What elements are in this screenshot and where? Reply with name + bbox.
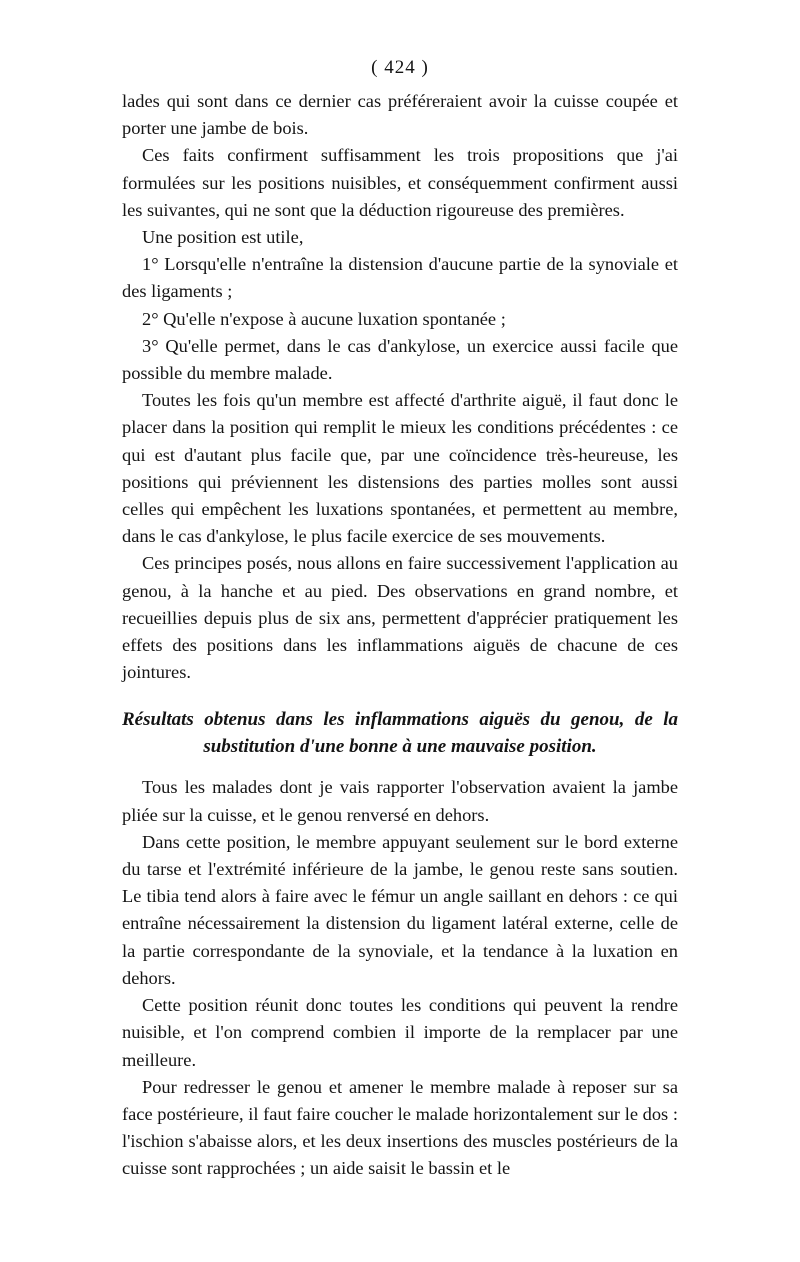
paragraph: Cette position réunit donc toutes les conditions qui peuvent la rendre nuisible, et l'on comprend combien il importe de la remplacer par une meilleure. [122,995,678,1070]
section-heading-line-1: Résultats obtenus dans les inflammations aiguës du genou, de la [122,709,678,731]
paragraph: Ces principes posés, nous allons en faire successivement l'application au genou, à la hanche et au pied. Des observations en grand nombre, et recueillies depuis plus de six ans, permettent d'apprécier pratiquement les effets des positions dans les inflammations aiguës de chacune de ces jointures. [122,553,678,683]
paragraph: Une position est utile, [142,227,304,248]
paragraph: Pour redresser le genou et amener le membre malade à reposer sur sa face postérieure, il faut faire coucher le malade horizontalement sur le dos : l'ischion s'abaisse alors, et les deux insertions des muscles postérieurs de la cuisse sont rapprochées ; un aide saisit le bassin et le [122,1076,678,1179]
paragraph: Dans cette position, le membre appuyant seulement sur le bord externe du tarse et l'extrémité inférieure de la jambe, le genou reste sans soutien. Le tibia tend alors à faire avec le fémur un angle saillant en dehors : ce qui entraîne nécessairement la distension du ligament latéral externe, celle de la partie correspondante de la synoviale, et la tendance à la luxation en dehors. [122,831,678,988]
list-item: 1° Lorsqu'elle n'entraîne la distension d'aucune partie de la synoviale et des ligaments ; [122,254,678,302]
book-page [122,56,678,1183]
list-item: 3° Qu'elle permet, dans le cas d'ankylose, un exercice aussi facile que possible du membre malade. [122,335,678,384]
section-heading-line-2: substitution d'une bonne à une mauvaise position. [203,736,597,758]
paragraph: Toutes les fois qu'un membre est affecté d'arthrite aiguë, il faut donc le placer dans la position qui remplit le mieux les conditions précédentes : ce qui est d'autant plus facile que, par une coïncidence très-heureuse, les positions qui préviennent les distensions des parties molles sont aussi celles qui empêchent les luxations spontanées, et permettent au membre, dans le cas d'ankylose, le plus facile exercice de ses mouvements. [122,390,678,547]
page-number: ( 424 ) [371,57,429,78]
paragraph: Ces faits confirment suffisamment les trois propositions que j'ai formulées sur les positions nuisibles, et conséquemment confirment aussi les suivantes, qui ne sont que la déduction rigoureuse des premières. [122,145,678,220]
paragraph-continuation: lades qui sont dans ce dernier cas préféreraient avoir la cuisse coupée et porter une jambe de bois. [122,91,678,139]
section-heading [122,706,678,760]
list-item: 2° Qu'elle n'expose à aucune luxation spontanée ; [142,308,506,329]
paragraph: Tous les malades dont je vais rapporter l'observation avaient la jambe pliée sur la cuisse, et le genou renversé en dehors. [122,777,678,825]
